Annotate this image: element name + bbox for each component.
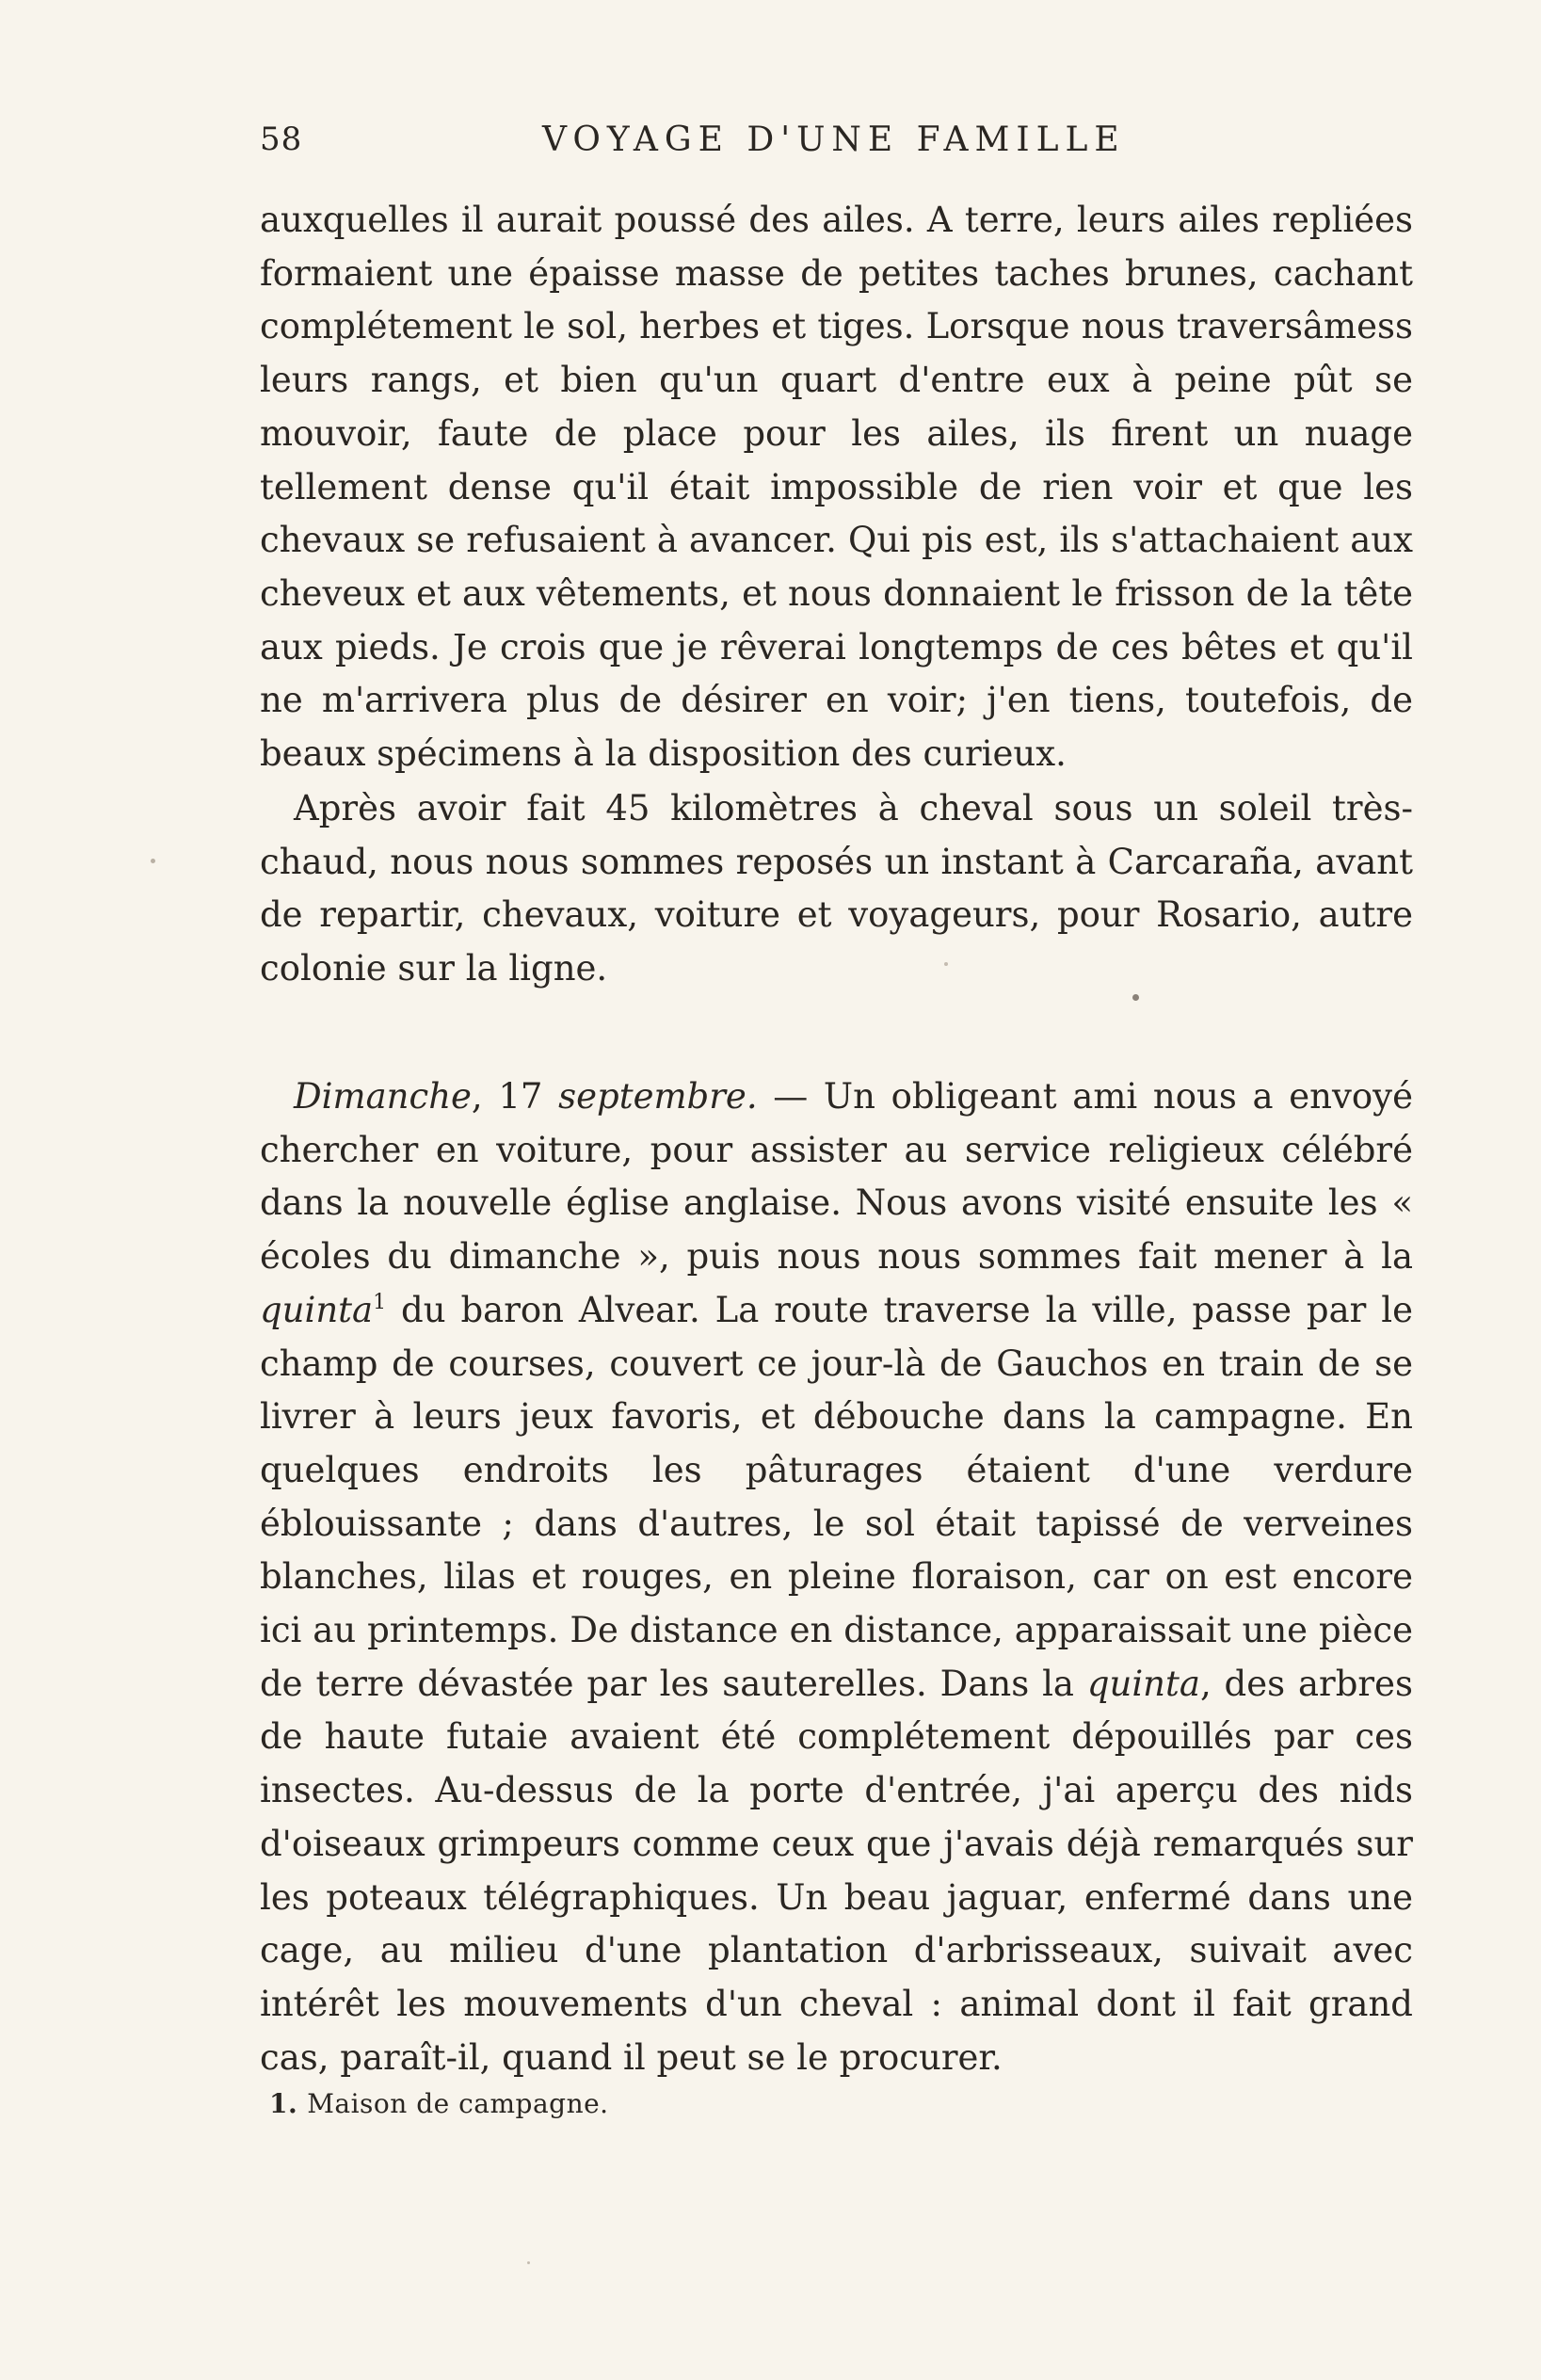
quinta-term: quinta	[260, 1289, 374, 1330]
quinta-term-2: quinta	[1086, 1663, 1200, 1704]
paper-speck	[527, 2261, 530, 2264]
footnote-reference[interactable]: 1	[373, 1290, 387, 1314]
date-day: Dimanche	[294, 1076, 472, 1117]
footnote-number: 1.	[269, 2088, 298, 2119]
paper-speck	[1132, 994, 1139, 1001]
date-month: septembre.	[558, 1076, 758, 1117]
sunday-text-c: , des arbres de haute futaie avaient été complétement dépouillés par ces insectes. Au-dessus de la porte d'entrée, j'ai aperçu des nids d'oiseaux grimpeurs comme ceux que j'avais déjà remarqués sur les poteaux télégraphiques. Un beau jaguar, enfermé dans une cage, au milieu d'une plantation d'arbrisseaux, suivait avec intérêt les mouvements d'un cheval : animal dont il fait grand cas, paraît-il, quand il peut se le procurer.	[260, 1663, 1413, 2078]
paper-speck	[944, 962, 948, 966]
date-number: , 17	[471, 1076, 559, 1117]
sunday-text-b: du baron Alvear. La route traverse la ville, passe par le champ de courses, couvert ce jour-là de Gauchos en train de se livrer à leurs jeux favoris, et débouche dans la campagne. En quelques endroits les pâturages étaient d'une verdure éblouissante ; dans d'autres, le sol était tapissé de verveines blanches, lilas et rouges, en pleine floraison, car on est encore ici au printemps. De distance en distance, apparaissait une pièce de terre dévastée par les sauterelles. Dans la	[260, 1289, 1413, 1704]
running-title: VOYAGE D'UNE FAMILLE	[542, 121, 1126, 159]
sunday-text-a: — Un obligeant ami nous a envoyé chercher en voiture, pour assister au service religieux célébré dans la nouvelle église anglaise. Nous avons visité ensuite les « écoles du dimanche », puis nous nous sommes fait mener à la	[260, 1076, 1413, 1278]
paper-speck	[151, 859, 155, 863]
footnote	[269, 2088, 609, 2119]
paragraph-carcarana: Après avoir fait 45 kilomètres à cheval sous un soleil très-chaud, nous nous sommes reposés un instant à Carcaraña, avant de repartir, chevaux, voiture et voyageurs, pour Rosario, autre colonie sur la ligne.	[260, 788, 1413, 989]
footnote-text: Maison de campagne.	[307, 2088, 609, 2119]
page-number: 58	[260, 121, 303, 158]
paragraph-locusts: auxquelles il aurait poussé des ailes. A terre, leurs ailes repliées formaient une épaisse masse de petites taches brunes, cachant complétement le sol, herbes et tiges. Lorsque nous traversâmess leurs rangs, et bien qu'un quart d'entre eux à peine pût se mouvoir, faute de place pour les ailes, ils firent un nuage tellement dense qu'il était impossible de rien voir et que les chevaux se refusaient à avancer. Qui pis est, ils s'attachaient aux cheveux et aux vêtements, et nous donnaient le frisson de la tête aux pieds. Je crois que je rêverai longtemps de ces bêtes et qu'il ne m'arrivera plus de désirer en voir; j'en tiens, toutefois, de beaux spécimens à la disposition des curieux.	[260, 200, 1413, 775]
paragraph-sunday	[260, 1070, 1413, 2084]
page-header	[260, 121, 1413, 168]
